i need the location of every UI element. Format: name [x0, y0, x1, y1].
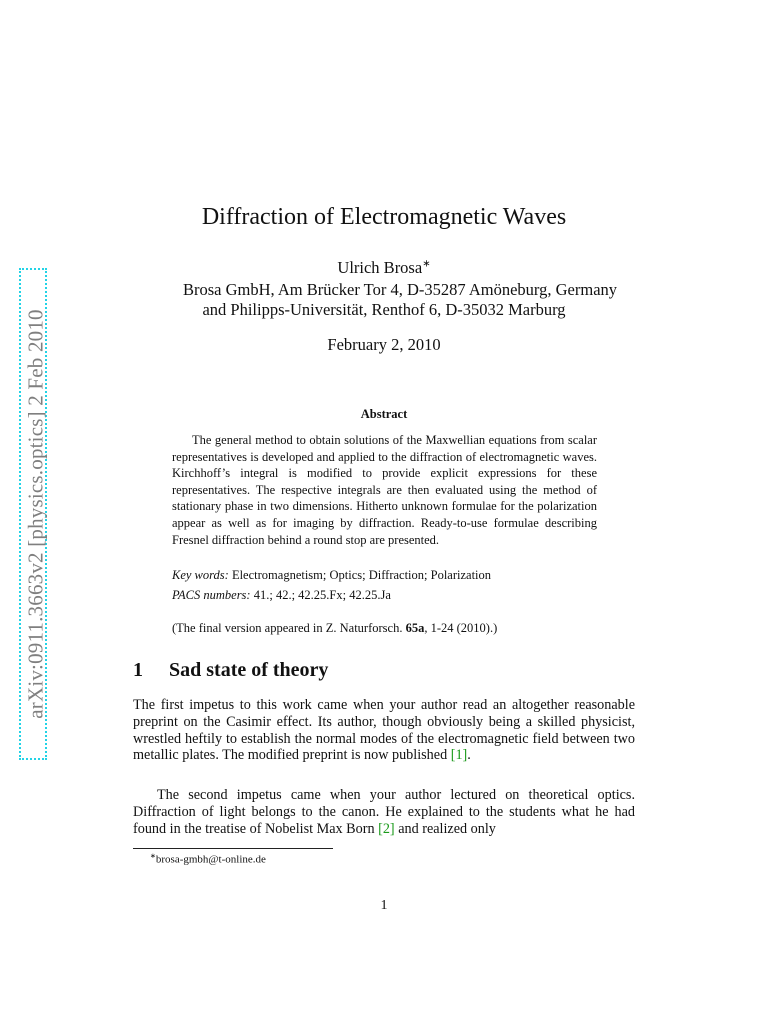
section-title: Sad state of theory: [169, 659, 329, 681]
section-heading: [133, 659, 328, 682]
affiliation-line-2: and Philipps-Universität, Renthof 6, D-35032 Marburg: [202, 300, 566, 319]
body-paragraph-2: [133, 787, 635, 837]
abstract-heading: Abstract: [360, 407, 408, 421]
footnote-divider: [133, 848, 333, 849]
arxiv-identifier: arXiv:0911.3663v2 [physics.optics] 2 Feb 2010: [23, 309, 48, 719]
paper-date: February 2, 2010: [327, 335, 441, 354]
author-line: [0, 258, 768, 278]
citation-link-2[interactable]: [2]: [378, 820, 395, 837]
pacs-label: PACS numbers:: [172, 588, 251, 602]
final-version-note: [172, 621, 597, 636]
citation-link-1[interactable]: [1]: [450, 747, 468, 764]
affiliation-line-1: Brosa GmbH, Am Brücker Tor 4, D-35287 Amöneburg, Germany: [182, 280, 618, 299]
paragraph-2-text: The second impetus came when your author lectured on theoretical optics. Diffraction of light belongs to the canon. He explained to the students what he had found in the treatise of Nobelist Max Born: [133, 787, 635, 837]
footnote-marker: ∗: [150, 852, 156, 860]
paragraph-1-end: .: [467, 747, 471, 764]
section-number: 1: [133, 659, 143, 681]
paragraph-1-text: The first impetus to this work came when your author read an altogether reasonable preprint on the Casimir effect. Its author, though obviously being a skilled physicist, wrestled heftily to establish the normal modes of the electromagnetic field between two metallic plates. The modified preprint is now published: [133, 697, 635, 764]
keywords-values: Electromagnetism; Optics; Diffraction; Polarization: [231, 568, 492, 582]
author-name: Ulrich Brosa: [337, 258, 423, 277]
pacs-values: 41.; 42.; 42.25.Fx; 42.25.Ja: [253, 588, 391, 602]
body-paragraph-1: [133, 697, 635, 764]
final-version-suffix: , 1-24 (2010).): [424, 621, 498, 635]
final-version-volume: 65a: [405, 621, 425, 635]
final-version-prefix: (The final version appeared in Z. Naturforsch.: [172, 621, 406, 635]
abstract-body: The general method to obtain solutions of the Maxwellian equations from scalar representatives is developed and applied to the diffraction of electromagnetic waves. Kirchhoff’s integral is modified to provide explicit expressions for these representatives. The respective integrals are then evaluated using the method of stationary phase in two dimensions. Hitherto unknown formulae for the polarization appear as well as for imaging by diffraction. Ready-to-use formulae describing Fresnel diffraction behind a round stop are presented.: [172, 433, 597, 547]
pacs-line: [172, 588, 597, 603]
keywords-line: [172, 568, 597, 583]
footnote: [150, 852, 266, 866]
footnote-email: brosa-gmbh@t-online.de: [155, 853, 266, 866]
page-number: 1: [380, 898, 388, 913]
author-footnote-marker: ∗: [422, 258, 431, 270]
keywords-label: Key words:: [172, 568, 229, 582]
paper-title: Diffraction of Electromagnetic Waves: [201, 204, 567, 230]
paragraph-2-end: and realized only: [394, 820, 496, 837]
